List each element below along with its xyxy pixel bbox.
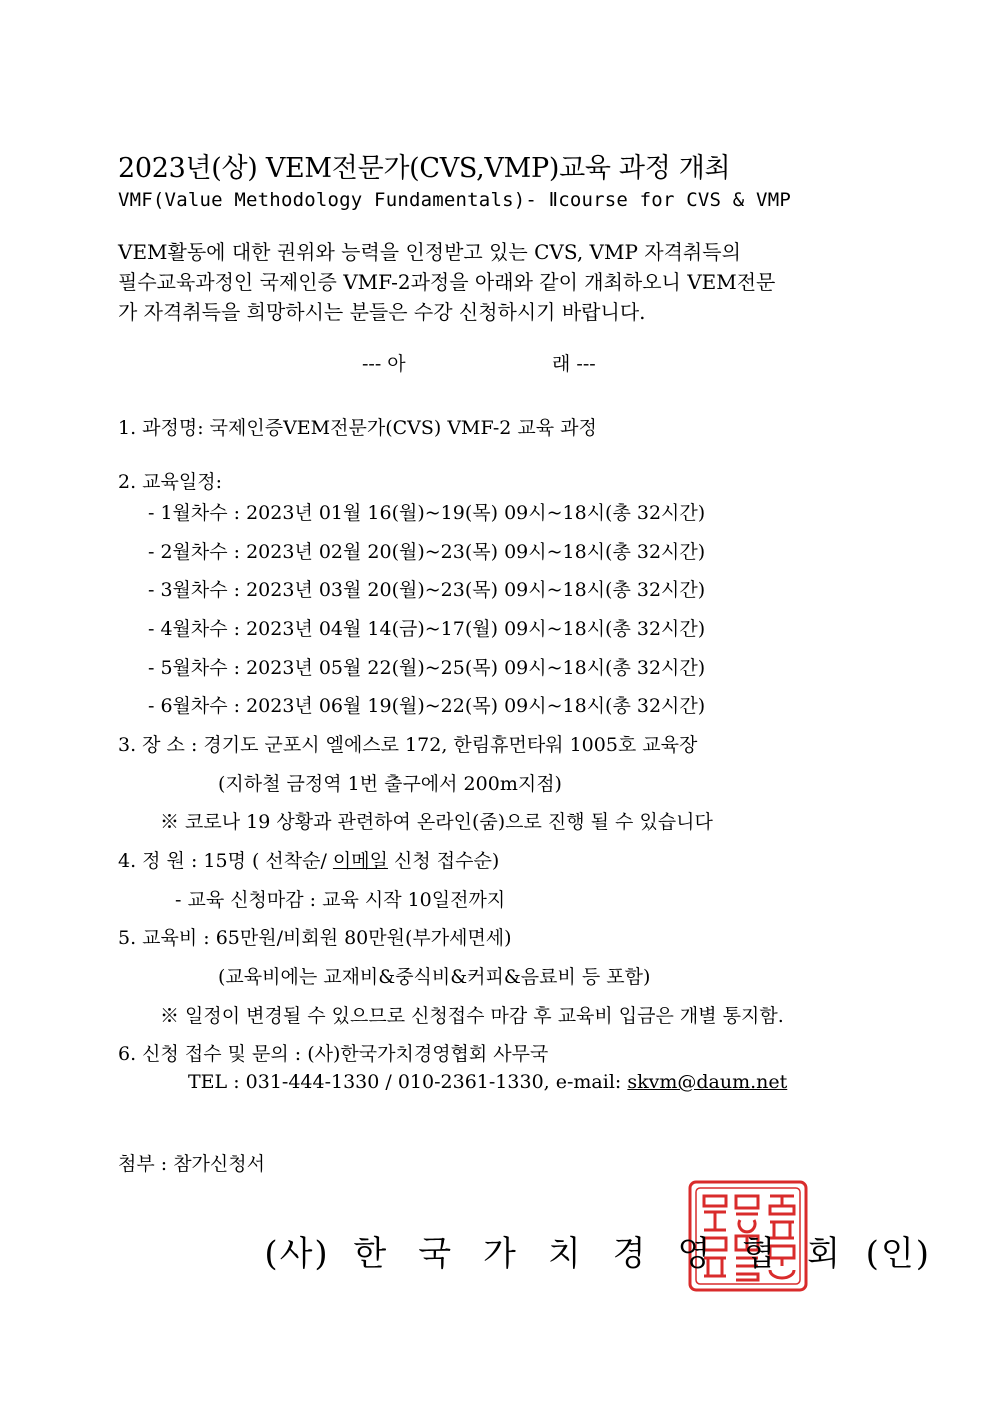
page-subtitle: VMF(Value Methodology Fundamentals)- Ⅱcourse for CVS & VMP [118, 189, 791, 211]
fee-note: (교육비에는 교재비&중식비&커피&음료비 등 포함) [218, 966, 651, 988]
org-char: 국 [418, 1234, 454, 1274]
org-char: 가 [483, 1234, 518, 1274]
org-char: 영 [677, 1234, 713, 1274]
org-char: 한 [353, 1234, 389, 1274]
capacity [118, 846, 499, 873]
course-name: 1. 과정명: 국제인증VEM전문가(CVS) VMF-2 교육 과정 [118, 417, 597, 439]
separator-left: --- 아 [362, 353, 406, 375]
attachment: 첨부 : 참가신청서 [118, 1153, 265, 1175]
separator-right: 래 --- [552, 353, 596, 375]
schedule-row: - 6월차수 : 2023년 06월 19(월)~22(목) 09시~18시(총 32시간) [148, 695, 706, 717]
org-char: 협 [742, 1234, 778, 1274]
schedule-row: - 1월차수 : 2023년 01월 16(월)~19(목) 09시~18시(총 32시간) [148, 502, 706, 524]
contact-email-link[interactable]: skvm@daum.net [627, 1071, 788, 1093]
schedule-row: - 2월차수 : 2023년 02월 20(월)~23(목) 09시~18시(총 32시간) [148, 541, 706, 563]
organization-seal-name [262, 1226, 933, 1275]
page-title: 2023년(상) VEM전문가(CVS,VMP)교육 과정 개최 [118, 153, 731, 184]
org-char: (인) [865, 1234, 931, 1274]
email-link[interactable]: 이메일 [332, 850, 388, 872]
capacity-suffix: 신청 접수순) [387, 850, 500, 872]
schedule-row: - 4월차수 : 2023년 04월 14(금)~17(월) 09시~18시(총 32시간) [148, 618, 706, 640]
intro-line: VEM활동에 대한 권위와 능력을 인정받고 있는 CVS, VMP 자격취득의 [118, 240, 741, 264]
org-char: 치 [547, 1234, 583, 1274]
fee-notice: ※ 일정이 변경될 수 있으므로 신청접수 마감 후 교육비 입금은 개별 통지함. [160, 1005, 784, 1027]
schedule-row: - 5월차수 : 2023년 05월 22(월)~25(목) 09시~18시(총 32시간) [148, 657, 706, 679]
fee: 5. 교육비 : 65만원/비회원 80만원(부가세면세) [118, 927, 512, 949]
deadline: - 교육 신청마감 : 교육 시작 10일전까지 [175, 889, 506, 911]
org-char: (사) [264, 1234, 330, 1274]
intro-line: 가 자격취득을 희망하시는 분들은 수강 신청하시기 바랍니다. [118, 300, 646, 324]
place-note: (지하철 금정역 1번 출구에서 200m지점) [218, 773, 562, 795]
org-char: 회 [807, 1234, 842, 1274]
intro-line: 필수교육과정인 국제인증 VMF-2과정을 아래와 같이 개최하오니 VEM전문 [118, 270, 776, 294]
contact-phone: TEL : 031-444-1330 / 010-2361-1330, e-mail: [188, 1071, 628, 1093]
intro-paragraph [118, 237, 775, 327]
capacity-prefix: 4. 정 원 : 15명 ( 선착순/ [118, 850, 333, 872]
place: 3. 장 소 : 경기도 군포시 엘에스로 172, 한림휴먼타워 1005호 교육장 [118, 734, 698, 756]
contact-line [188, 1071, 787, 1093]
schedule-label: 2. 교육일정: [118, 471, 222, 493]
org-char: 경 [612, 1234, 648, 1274]
schedule-row: - 3월차수 : 2023년 03월 20(월)~23(목) 09시~18시(총 32시간) [148, 579, 706, 601]
contact: 6. 신청 접수 및 문의 : (사)한국가치경영협회 사무국 [118, 1043, 549, 1065]
corona-note: ※ 코로나 19 상황과 관련하여 온라인(줌)으로 진행 될 수 있습니다 [160, 811, 713, 833]
